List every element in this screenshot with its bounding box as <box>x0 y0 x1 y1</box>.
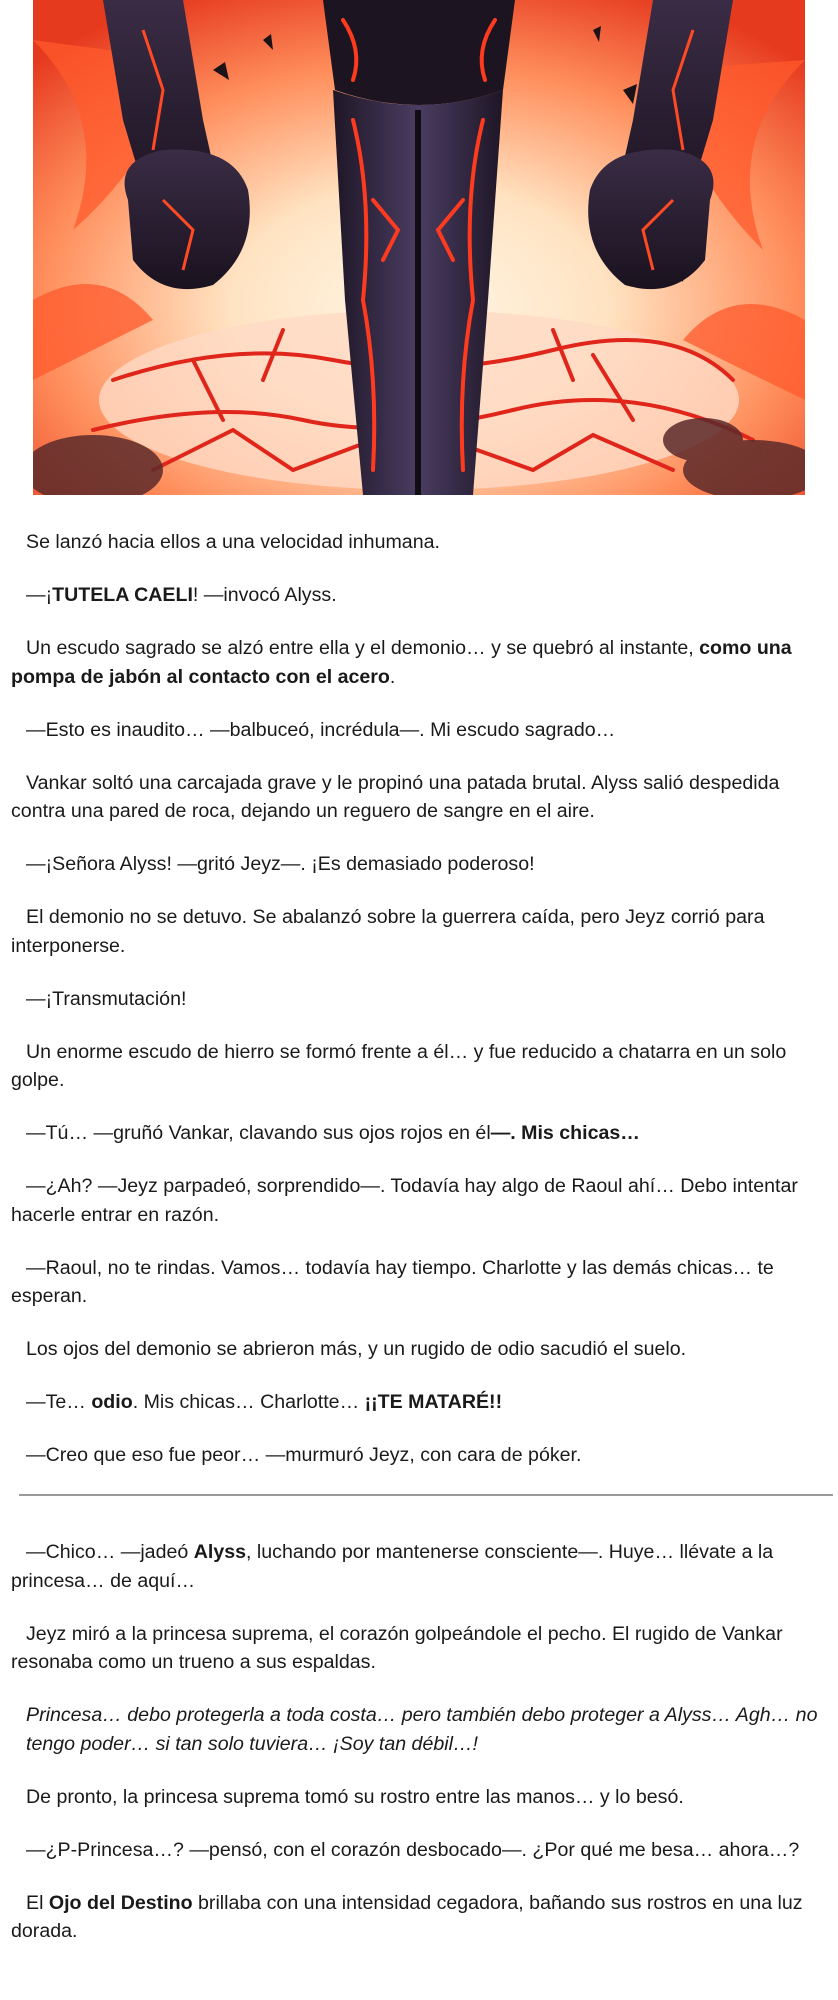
emphasis: —. Mis chicas… <box>490 1122 640 1144</box>
paragraph: Un enorme escudo de hierro se formó frente a él… y fue reducido a chatarra en un solo golpe. <box>11 1040 787 1091</box>
paragraph-dialogue: —¡Señora Alyss! —gritó Jeyz—. ¡Es demasiado poderoso! <box>26 853 535 875</box>
paragraph: El Ojo del Destino brillaba con una intensidad cegadora, bañando sus rostros en una luz dorada. <box>11 1891 803 1942</box>
paragraph-dialogue: —Creo que eso fue peor… —murmuró Jeyz, con cara de póker. <box>26 1444 582 1466</box>
paragraph: Un escudo sagrado se alzó entre ella y el demonio… y se quebró al instante, como una pompa de jabón al contacto con el acero. <box>11 637 792 688</box>
paragraph-dialogue: —¡Transmutación! <box>26 987 187 1010</box>
paragraph-dialogue: —¿P-Princesa…? —pensó, con el corazón desbocado—. ¿Por qué me besa… ahora…? <box>26 1838 800 1861</box>
paragraph: Los ojos del demonio se abrieron más, y un rugido de odio sacudió el suelo. <box>26 1338 687 1360</box>
paragraph-dialogue: —Te… odio. Mis chicas… Charlotte… ¡¡TE MATARÉ!! <box>26 1391 503 1413</box>
paragraph-dialogue: —Chico… —jadeó Alyss, luchando por mantenerse consciente—. Huye… llévate a la princesa… de aquí… <box>11 1541 774 1592</box>
paragraph-dialogue: —Tú… —gruñó Vankar, clavando sus ojos rojos en él—. Mis chicas… <box>26 1122 640 1144</box>
paragraph: De pronto, la princesa suprema tomó su rostro entre las manos… y lo besó. <box>26 1785 684 1808</box>
artifact-name: Ojo del Destino <box>48 1891 193 1914</box>
paragraph: Se lanzó hacia ellos a una velocidad inhumana. <box>26 531 440 553</box>
character-name: Alyss <box>193 1541 247 1563</box>
spell-name: TUTELA CAELI <box>52 584 193 606</box>
story-text <box>11 528 831 1970</box>
paragraph-dialogue: —Esto es inaudito… —balbuceó, incrédula—. Mi escudo sagrado… <box>26 718 616 741</box>
paragraph-dialogue: —¡TUTELA CAELI! —invocó Alyss. <box>26 584 337 606</box>
emphasis: odio <box>91 1391 133 1413</box>
emphasis: como una pompa de jabón al contacto con el acero <box>11 637 792 688</box>
section-divider <box>19 1494 833 1496</box>
inner-thought: Princesa… debo protegerla a toda costa… pero también debo proteger a Alyss… Agh… no tengo poder… si tan solo tuviera… ¡Soy tan débil…! <box>26 1704 818 1755</box>
paragraph: El demonio no se detuvo. Se abalanzó sobre la guerrera caída, pero Jeyz corrió para interponerse. <box>11 906 765 957</box>
paragraph: Vankar soltó una carcajada grave y le propinó una patada brutal. Alyss salió despedida contra una pared de roca, dejando un reguero de sangre en el aire. <box>11 771 780 822</box>
paragraph: Jeyz miró a la princesa suprema, el corazón golpeándole el pecho. El rugido de Vankar resonaba como un trueno a sus espaldas. <box>11 1622 783 1673</box>
story-illustration <box>33 0 805 495</box>
paragraph-dialogue: —Raoul, no te rindas. Vamos… todavía hay tiempo. Charlotte y las demás chicas… te esperan. <box>11 1256 774 1307</box>
paragraph-dialogue: —¿Ah? —Jeyz parpadeó, sorprendido—. Todavía hay algo de Raoul ahí… Debo intentar hacerle entrar en razón. <box>11 1175 798 1226</box>
emphasis: ¡¡TE MATARÉ!! <box>364 1391 503 1413</box>
